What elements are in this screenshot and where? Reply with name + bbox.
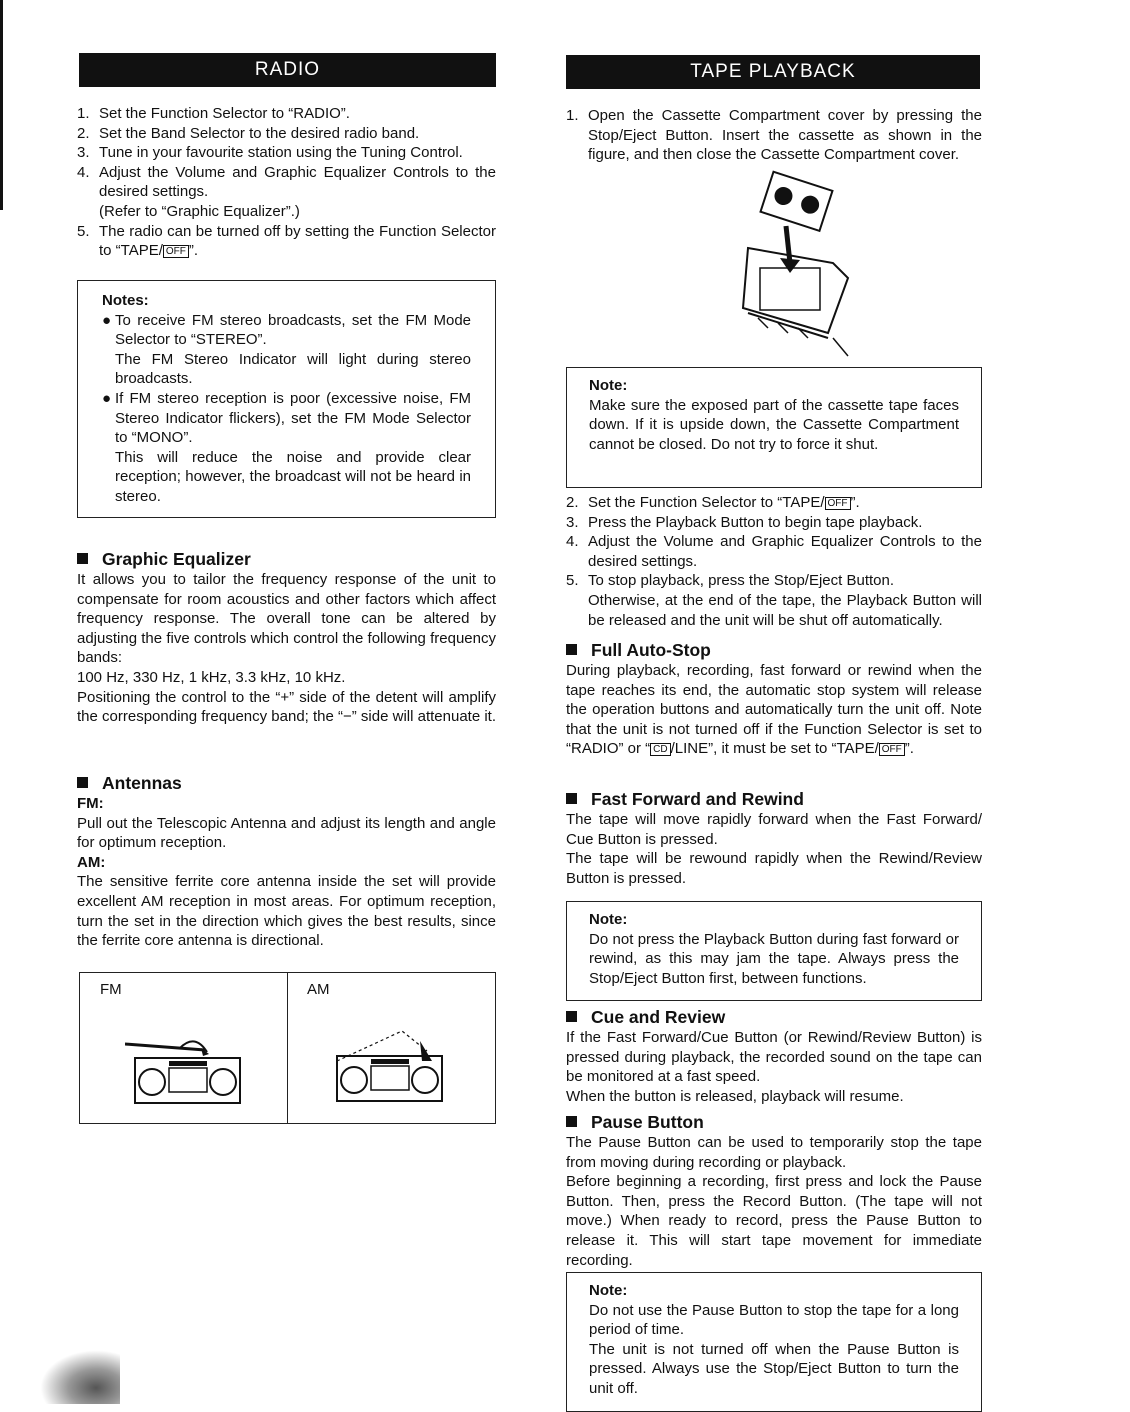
off-mark: OFF (879, 743, 905, 756)
square-bullet-icon (566, 1116, 577, 1127)
list-item: 2. Set the Function Selector to “TAPE/ OFF ”. (566, 494, 860, 511)
square-bullet-icon (566, 793, 577, 804)
fm-figure-cell: FM (80, 973, 288, 1123)
bullet-icon: ● (102, 389, 112, 407)
pause-button-section: Pause Button The Pause Button can be used to temporarily stop the tape from moving during recording or playback. Before beginning a recording, first press and lock the Pause Button. Then, press the Record Button. (The tape will not move.) When ready to record, press the Pause Button to release it. This will start tape movement for immediate recording. (566, 1112, 982, 1269)
scan-edge-line (0, 0, 3, 210)
pause-note-box: Note: Do not use the Pause Button to stop the tape for a long period of time. The unit is not turned off when the Pause Button is pressed. Always use the Stop/Eject Button to turn the unit off. (566, 1272, 982, 1412)
radio-am-direction-illustration (332, 1021, 452, 1106)
section-heading: Pause Button (566, 1111, 982, 1133)
tape-step-1 (566, 106, 982, 165)
notes-title: Notes: (102, 292, 149, 309)
graphic-equalizer-section: Graphic Equalizer It allows you to tailor the frequency response of the unit to compensate for room acoustics and other factors which affect frequency response. The overall tone can be altered by adjusting the five controls which control the following frequency bands: 100 Hz, 330 Hz, 1 kHz, 3.3 kHz, 10 kHz. Positioning the control to the “+” side of the detent will amplify the corresponding frequency band; the “−” side will attenuate it. (77, 549, 497, 726)
list-item: 1. Open the Cassette Compartment cover by pressing the Stop/Eject Button. Insert the cassette as shown in the figure, and then close the Cassette Compartment cover. (566, 107, 982, 164)
list-item: 1. Set the Function Selector to “RADIO”. (77, 105, 350, 122)
section-heading: Cue and Review (566, 1006, 982, 1028)
antenna-figure-table (79, 972, 496, 1124)
square-bullet-icon (77, 777, 88, 788)
note-item: ● If FM stereo reception is poor (excessive noise, FM Stereo Indicator flickers), set the FM Mode Selector to “MONO”. This will reduce the noise and provide clear reception; however, the broadcast will not be heard in stereo. (102, 389, 471, 505)
antennas-section: Antennas FM: Pull out the Telescopic Antenna and adjust its length and angle for optimum reception. AM: The sensitive ferrite core antenna inside the set will provide excellent AM reception in most areas. For optimum reception, turn the set in the direction which gives the best results, since the ferrite core antenna is directional. (77, 773, 496, 950)
list-item: 5. To stop playback, press the Stop/Eject Button. Otherwise, at the end of the tape, the Playback Button will be released and the unit will be shut off automatically. (566, 572, 982, 629)
section-heading: Antennas (77, 772, 496, 794)
fast-forward-note-box: Note: Do not press the Playback Button during fast forward or rewind, as this may jam the tape. Always press the Stop/Eject Button first, between functions. (566, 901, 982, 1001)
square-bullet-icon (566, 644, 577, 655)
section-heading: Full Auto-Stop (566, 639, 982, 661)
bullet-icon: ● (102, 311, 112, 329)
radio-fm-antenna-illustration (125, 1028, 265, 1108)
list-item: 3. Press the Playback Button to begin tape playback. (566, 513, 923, 531)
list-item: 3. Tune in your favourite station using the Tuning Control. (77, 144, 463, 162)
section-heading: Fast Forward and Rewind (566, 788, 982, 810)
cue-review-section: Cue and Review If the Fast Forward/Cue Button (or Rewind/Review Button) is pressed during playback, the recorded sound on the tape can be monitored at a fast speed. When the button is released, playback will resume. (566, 1007, 982, 1105)
square-bullet-icon (77, 553, 88, 564)
list-item: 2. Set the Band Selector to the desired radio band. (77, 124, 420, 142)
radio-steps (77, 104, 496, 261)
tape-steps (566, 493, 982, 630)
note-item: ● To receive FM stereo broadcasts, set the FM Mode Selector to “STEREO”. The FM Stereo Indicator will light during stereo broadcasts. (102, 311, 471, 388)
off-mark: OFF (163, 245, 189, 258)
am-figure-cell: AM (287, 973, 495, 1123)
cassette-note-box: Note: Make sure the exposed part of the cassette tape faces down. If it is upside down, the Cassette Compartment cannot be closed. Do not try to force it shut. (566, 367, 982, 488)
radio-section-title: RADIO (79, 53, 496, 87)
cd-mark: CD (650, 743, 670, 756)
off-mark: OFF (825, 497, 851, 510)
radio-notes-box (77, 280, 496, 518)
tape-playback-section-title: TAPE PLAYBACK (566, 55, 980, 89)
list-item: 5. The radio can be turned off by setting the Function Selector to “TAPE/ OFF ”. (77, 222, 496, 260)
section-heading: Graphic Equalizer (77, 548, 496, 570)
scan-smudge (40, 1350, 120, 1404)
list-item: 4. Adjust the Volume and Graphic Equalizer Controls to the desired settings. (Refer to “Graphic Equalizer”.) (77, 163, 496, 220)
cassette-insertion-illustration (738, 168, 858, 358)
square-bullet-icon (566, 1011, 577, 1022)
list-item: 4. Adjust the Volume and Graphic Equalizer Controls to the desired settings. (566, 533, 982, 570)
full-auto-stop-section: Full Auto-Stop During playback, recording, fast forward or rewind when the tape reaches its end, the automatic stop system will release the operation buttons and automatically turn the unit off. Note that the unit is not turned off if the Function Selector is set to “RADIO” or “ CD /LINE”, it must be set to “TAPE/ OFF ”. (566, 640, 982, 758)
fast-forward-rewind-section: Fast Forward and Rewind The tape will move rapidly forward when the Fast Forward/ Cue Button is pressed. The tape will be rewound rapidly when the Rewind/Review Button is pressed. (566, 789, 982, 887)
